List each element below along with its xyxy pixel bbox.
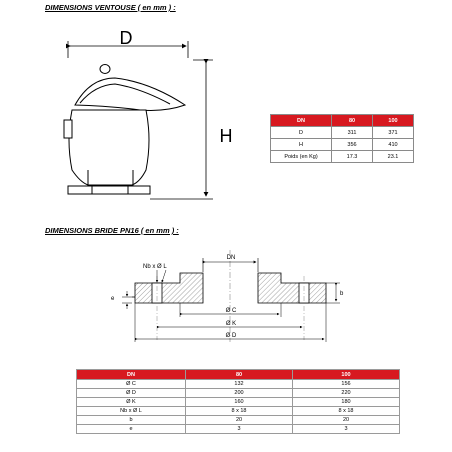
flange-section bbox=[132, 273, 326, 303]
table-cell: 410 bbox=[373, 139, 414, 151]
table-row bbox=[77, 416, 400, 425]
table-cell: 23.1 bbox=[373, 151, 414, 163]
ventouse-dimensions-title: DIMENSIONS VENTOUSE ( en mm ) : bbox=[45, 3, 176, 12]
table-cell: H bbox=[271, 139, 332, 151]
table-cell: 8 x 18 bbox=[293, 407, 400, 416]
table-cell: D bbox=[271, 127, 332, 139]
dn-label: DN bbox=[226, 255, 236, 261]
dim-d-label: D bbox=[119, 28, 133, 48]
table-cell: 371 bbox=[373, 127, 414, 139]
table-cell: 20 bbox=[186, 416, 293, 425]
table-cell: e bbox=[77, 425, 186, 434]
nb-label: Nb x Ø L bbox=[143, 264, 167, 270]
k-label: Ø K bbox=[225, 321, 237, 327]
d-label: Ø D bbox=[225, 333, 237, 339]
table-row bbox=[77, 380, 400, 389]
ventouse-header-cell: DN bbox=[271, 115, 332, 127]
table-row bbox=[77, 407, 400, 416]
table-cell: 220 bbox=[293, 389, 400, 398]
table-cell: Nb x Ø L bbox=[77, 407, 186, 416]
bride-dimensions-title: DIMENSIONS BRIDE PN16 ( en mm ) : bbox=[45, 226, 179, 235]
table-cell: 17.3 bbox=[332, 151, 373, 163]
ventouse-header-cell: 80 bbox=[332, 115, 373, 127]
table-cell: 3 bbox=[293, 425, 400, 434]
ventouse-header-cell: 100 bbox=[373, 115, 414, 127]
table-cell: 156 bbox=[293, 380, 400, 389]
e-label: e bbox=[111, 296, 115, 302]
table-cell: Ø K bbox=[77, 398, 186, 407]
bride-table bbox=[76, 369, 400, 434]
c-label: Ø C bbox=[225, 308, 237, 314]
table-cell: 160 bbox=[186, 398, 293, 407]
table-cell: 8 x 18 bbox=[186, 407, 293, 416]
table-cell: Poids (en Kg) bbox=[271, 151, 332, 163]
bride-header-cell: 100 bbox=[293, 370, 400, 380]
table-row bbox=[77, 389, 400, 398]
table-cell: 200 bbox=[186, 389, 293, 398]
table-row bbox=[77, 398, 400, 407]
table-cell: 180 bbox=[293, 398, 400, 407]
table-cell: Ø C bbox=[77, 380, 186, 389]
table-cell: 311 bbox=[332, 127, 373, 139]
table-cell: b bbox=[77, 416, 186, 425]
table-row bbox=[77, 425, 400, 434]
table-cell: 20 bbox=[293, 416, 400, 425]
table-cell: 356 bbox=[332, 139, 373, 151]
bride-table-header-row bbox=[77, 370, 400, 380]
dim-h-label: H bbox=[219, 126, 233, 146]
b-label: b bbox=[340, 291, 344, 297]
bride-header-cell: DN bbox=[77, 370, 186, 380]
table-cell: 3 bbox=[186, 425, 293, 434]
table-cell: 132 bbox=[186, 380, 293, 389]
bride-header-cell: 80 bbox=[186, 370, 293, 380]
table-cell: Ø D bbox=[77, 389, 186, 398]
